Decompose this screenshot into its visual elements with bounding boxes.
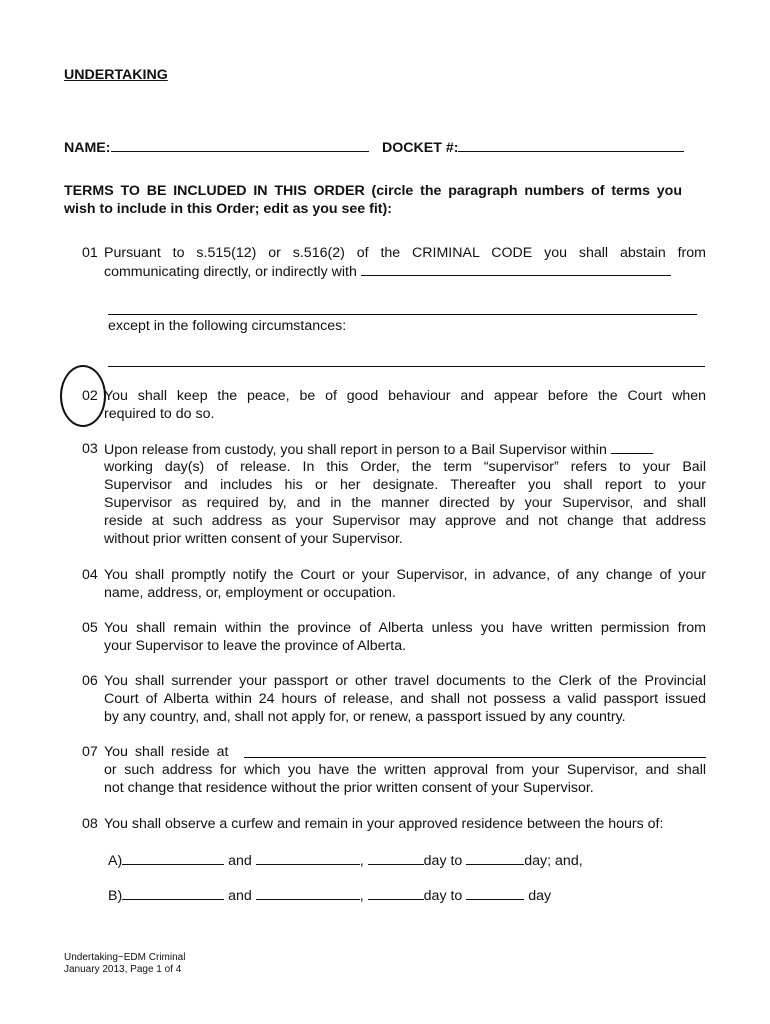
name-label: NAME: (64, 140, 111, 156)
term-number: 04 (82, 567, 98, 583)
term-number: 02 (82, 388, 98, 404)
docket-label: DOCKET #: (382, 140, 459, 156)
curfew-and: and (228, 888, 252, 904)
term-line: Pursuant to s.515(12) or s.516(2) of the CRIMINAL CODE you shall abstain from (104, 245, 706, 261)
term-line-text: Upon release from custody, you shall report in person to a Bail Supervisor within (104, 442, 607, 458)
curfew-b-day-to-blank[interactable] (466, 886, 524, 900)
communication-party-blank[interactable] (361, 262, 671, 276)
curfew-day-to: day to (423, 888, 463, 904)
term-line: reside at such address as your Supervisor may approve and not change that address (104, 513, 706, 529)
term-number: 05 (82, 620, 98, 636)
term-line: You shall keep the peace, be of good behaviour and appear before the Court when (104, 388, 706, 404)
term-number: 07 (82, 744, 98, 760)
curfew-a-end-blank[interactable] (256, 851, 360, 865)
curfew-comma: , (359, 853, 364, 869)
term-line: Supervisor as required by, and in the manner directed by your Supervisor, and shall (104, 495, 706, 511)
curfew-a-label: A) (108, 853, 123, 869)
communication-blank-line[interactable] (108, 314, 697, 315)
term-number: 03 (82, 441, 98, 457)
docket-blank[interactable] (458, 138, 684, 152)
term-number: 01 (82, 245, 98, 261)
term-line: not change that residence without the prior written consent of your Supervisor. (104, 780, 594, 796)
curfew-row-b (108, 886, 551, 905)
curfew-day: day (528, 888, 552, 904)
term-line: by any country, and, shall not apply for, or renew, a passport issued by any country. (104, 709, 626, 725)
footer-line1: Undertaking~EDM Criminal (64, 952, 186, 963)
term-number: 06 (82, 673, 98, 689)
curfew-b-label: B) (108, 888, 123, 904)
term-number: 08 (82, 816, 98, 832)
term-line: required to do so. (104, 406, 215, 422)
terms-heading-line2: wish to include in this Order; edit as you see fit): (64, 201, 392, 217)
name-field[interactable] (64, 138, 369, 157)
curfew-day-to: day to (423, 853, 463, 869)
term-line-text: communicating directly, or indirectly with (104, 264, 357, 280)
term-line: name, address, or, employment or occupation. (104, 585, 396, 601)
term-line: without prior written consent of your Supervisor. (104, 531, 403, 547)
term-line: You shall surrender your passport or other travel documents to the Clerk of the Provincial (104, 673, 706, 689)
curfew-a-day-to-blank[interactable] (466, 851, 524, 865)
residence-blank-line[interactable] (244, 757, 706, 758)
document-title: UNDERTAKING (64, 67, 168, 83)
curfew-a-start-blank[interactable] (122, 851, 224, 865)
term-line: You shall promptly notify the Court or your Supervisor, in advance, of any change of your (104, 567, 706, 583)
name-blank[interactable] (111, 138, 369, 152)
curfew-comma: , (359, 888, 364, 904)
term-line: except in the following circumstances: (108, 318, 347, 334)
term-line (104, 262, 671, 281)
curfew-b-day-from-blank[interactable] (368, 886, 424, 900)
footer-line2: January 2013, Page 1 of 4 (64, 964, 182, 975)
curfew-and: and (228, 853, 252, 869)
term-line: or such address for which you have the written approval from your Supervisor, and shall (104, 762, 706, 778)
term-line: working day(s) of release. In this Order, the term “supervisor” refers to your Bail (104, 459, 706, 475)
terms-heading-line1: TERMS TO BE INCLUDED IN THIS ORDER (circle the paragraph numbers of terms you (64, 183, 682, 199)
term-line: You shall reside at (104, 744, 229, 760)
term-line: You shall remain within the province of Alberta unless you have written permission from (104, 620, 706, 636)
term-line (104, 440, 653, 459)
term-line: your Supervisor to leave the province of Alberta. (104, 638, 407, 654)
term-line: Court of Alberta within 24 hours of release, and shall not possess a valid passport issued (104, 691, 706, 707)
circumstances-blank-line[interactable] (108, 366, 705, 367)
docket-field[interactable] (382, 138, 684, 157)
curfew-b-end-blank[interactable] (256, 886, 360, 900)
report-days-blank[interactable] (611, 440, 653, 454)
term-line: You shall observe a curfew and remain in your approved residence between the hours of: (104, 816, 664, 832)
curfew-day-and: day; and, (524, 853, 583, 869)
curfew-b-start-blank[interactable] (122, 886, 224, 900)
curfew-a-day-from-blank[interactable] (368, 851, 424, 865)
curfew-row-a (108, 851, 583, 870)
term-line: Supervisor and includes his or her designate. Thereafter you shall report to your (104, 477, 706, 493)
